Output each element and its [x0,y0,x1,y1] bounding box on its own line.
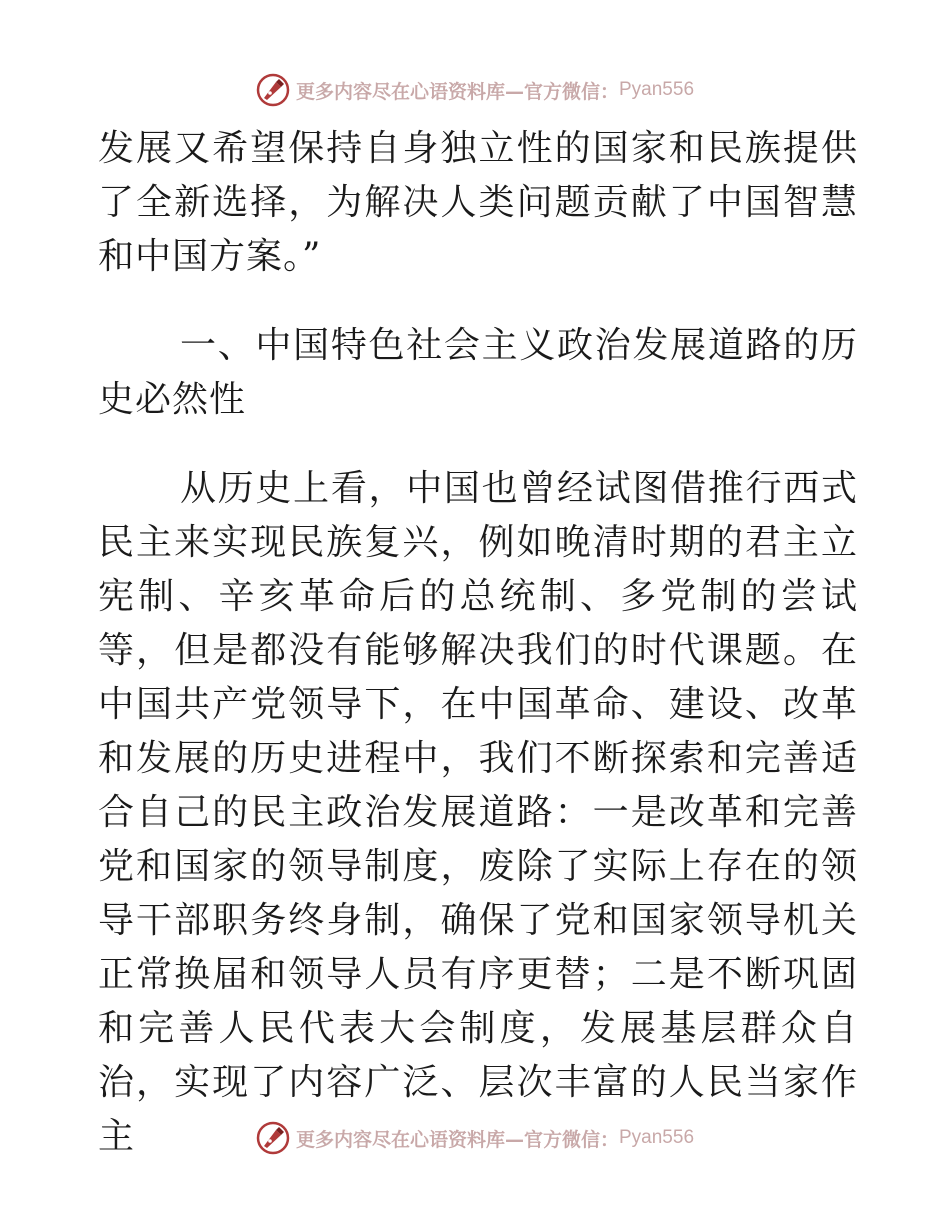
wechat-id: Pyan556 [619,1127,695,1148]
paragraph-history: 从历史上看，中国也曾经试图借推行西式民主来实现民族复兴，例如晚清时期的君主立宪制、辛亥革命后的总统制、多党制的尝试等，但是都没有能够解决我们的时代课题。在中国共产党领导下，在中国革命、建设、改革和发展的历史进程中，我们不断探索和完善适合自己的民主政治发展道路：一是改革和完善党和国家的领导制度，废除了实际上存在的领导干部职务终身制，确保了党和国家领导机关正常换届和领导人员有序更替；二是不断巩固和完善人民代表大会制度，发展基层群众自治，实现了内容广泛、层次丰富的人民当家作主 [98,468,858,1157]
banner-text: 更多内容尽在心语资料库—官方微信： [295,1128,619,1151]
wechat-id: Pyan556 [619,79,695,100]
document-body [98,122,858,1164]
pen-logo-icon [256,1121,290,1155]
header-banner [0,70,950,110]
section-heading: 一、中国特色社会主义政治发展道路的历史必然性 [98,325,858,420]
footer-banner [0,1118,950,1158]
paragraph-continued: 发展又希望保持自身独立性的国家和民族提供了全新选择，为解决人类问题贡献了中国智慧和中国方案。” [98,128,858,277]
pen-logo-icon [256,73,290,107]
banner-text: 更多内容尽在心语资料库—官方微信： [295,80,619,103]
